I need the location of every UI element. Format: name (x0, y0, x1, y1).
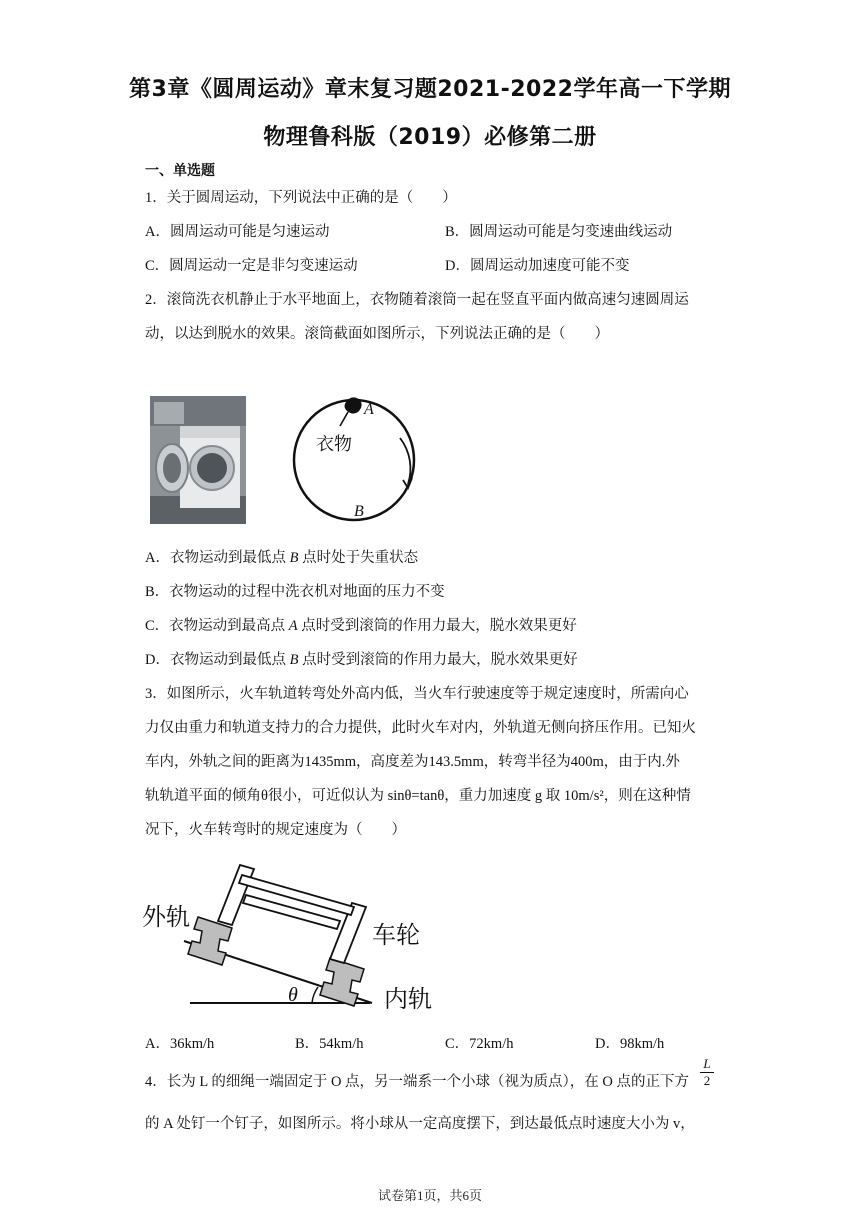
svg-text:外轨: 外轨 (142, 903, 190, 931)
svg-text:B: B (354, 503, 364, 520)
question-2-option-c: C．衣物运动到最高点 A 点时受到滚筒的作用力最大，脱水效果更好 (145, 618, 577, 634)
question-2-option-d: D．衣物运动到最低点 B 点时受到滚筒的作用力最大，脱水效果更好 (145, 652, 578, 668)
banked-track-diagram (140, 855, 450, 1015)
svg-text:θ: θ (288, 984, 298, 1006)
question-3-stem-line4: 轨轨道平面的倾角θ很小，可近似认为 sinθ=tanθ，重力加速度 g 取 10m/s²，则在这种情 (145, 788, 691, 804)
page-footer: 试卷第1页，共6页 (377, 1188, 482, 1203)
drum-cross-section (282, 392, 427, 527)
question-3-stem-line5: 况下，火车转弯时的规定速度为（ ） (145, 822, 406, 838)
question-3-option-a: A．36km/h (145, 1036, 215, 1052)
page-title-line1: 第3章《圆周运动》章末复习题2021-2022学年高一下学期 (129, 77, 731, 102)
question-1-option-b: B．圆周运动可能是匀变速曲线运动 (445, 224, 673, 240)
question-1-option-d: D．圆周运动加速度可能不变 (445, 258, 630, 274)
question-2-stem-line1: 2．滚筒洗衣机静止于水平地面上，衣物随着滚筒一起在竖直平面内做高速匀速圆周运 (145, 292, 689, 308)
fraction-l-over-2: $\frac{L}{2}$ (700, 1056, 714, 1089)
question-3-stem-line1: 3．如图所示，火车轨道转弯处外高内低，当火车行驶速度等于规定速度时，所需向心 (145, 686, 689, 702)
question-4-line2: 的 A 处钉一个钉子，如图所示。将小球从一定高度摆下，到达最低点时速度大小为 v， (145, 1116, 695, 1132)
question-1-option-a: A．圆周运动可能是匀速运动 (145, 224, 330, 240)
question-3-option-d: D．98km/h (595, 1036, 665, 1052)
svg-text:内轨: 内轨 (384, 985, 432, 1013)
svg-text:车轮: 车轮 (372, 921, 420, 949)
question-3-option-c: C．72km/h (445, 1036, 514, 1052)
question-3-stem-line3: 车内，外轨之间的距离为1435mm，高度差为143.5mm，转弯半径为400m，由于内.外 (145, 754, 680, 770)
page-title-line2: 物理鲁科版（2019）必修第二册 (263, 125, 597, 150)
question-2-stem-line2: 动，以达到脱水的效果。滚筒截面如图所示，下列说法正确的是（ ） (145, 326, 609, 342)
question-2-option-a: A．衣物运动到最低点 B 点时处于失重状态 (145, 550, 419, 566)
section-heading: 一、单选题 (145, 163, 215, 179)
washing-machine-photo (150, 396, 246, 524)
question-4-line1: 4．长为 L 的细绳一端固定于 O 点，另一端系一个小球（视为质点），在 O 点的正下方 (145, 1074, 690, 1090)
question-2-option-b: B．衣物运动的过程中洗衣机对地面的压力不变 (145, 584, 445, 600)
question-1-option-c: C．圆周运动一定是非匀变速运动 (145, 258, 358, 274)
svg-text:衣物: 衣物 (316, 434, 352, 455)
question-1-stem: 1．关于圆周运动，下列说法中正确的是（ ） (145, 190, 457, 206)
question-3-option-b: B．54km/h (295, 1036, 364, 1052)
question-3-stem-line2: 力仅由重力和轨道支持力的合力提供，此时火车对内，外轨道无侧向挤压作用。已知火 (145, 720, 696, 736)
svg-text:A: A (364, 401, 374, 418)
